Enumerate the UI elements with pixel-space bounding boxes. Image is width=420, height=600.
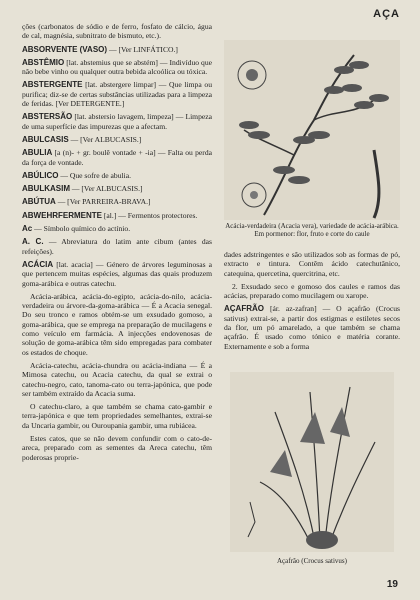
entry-acacia [22,260,212,288]
saffron-caption: Açafrão (Crocus sativus) [277,557,347,565]
definition: [lat. abstergere limpar] — Que limpa ou purifica; diz-se de certas substâncias utilizadas para a limpeza de feridas. [Ver DETERGENTE.] [22,80,212,109]
definition: — [Ver ALBUCASIS.] [71,184,143,194]
headword: ABSTÊMIO [22,57,65,67]
entry-abulia [22,148,212,167]
left-column [22,22,212,466]
definition: [al.] — Fermentos protectores. [103,210,198,220]
headword: ABÚLICO [22,170,59,180]
headword: A. C. [22,237,44,247]
definition: [lat. acacia] — Género de árvores leguminosas a que pertencem muitas espécies, algumas das quais produzem goma-arábica e outras catechu. [22,259,212,288]
headword: ABSORVENTE (VASO) [22,44,108,54]
saffron-illustration [230,372,394,552]
acacia-arabica-paragraph: Acácia-arábica, acácia-do-egipto, acácia-do-nilo, acácia-verdadeira ou árvore-da-goma-arábica — É a Acacia senegal. Do seu tronco e ramos obtém-se um exsudado gomoso, a goma-arábica, que se emprega na preparação de mucilagens e como veículo em farmácia. A injecções endovenosas de solução de goma-arábica têm sido empregadas para combater os estados de choque. [22,291,212,357]
headword: AÇAFRÃO [224,304,264,314]
headword: ABSTERGENTE [22,80,83,90]
definition: [ár. az-zafran] — O açafrão (Crocus sativus) extrai-se, a partir dos estigmas e estiletes secos da flor, um pó amarelado, a que também se chama açafrão. É usado como tónico e matéria corante. Externamente e sob a forma [224,304,400,351]
entry-abwehrfermente [22,211,212,220]
acacia-caption: Acácia-verdadeira (Acacia vera), variedade de acácia-arábica. Em pormenor: flor, fruto e corte do caule [225,222,399,239]
definition: — Símbolo químico do actínio. [34,224,131,234]
headword: ABSTERSÃO [22,112,73,122]
entry-abulico [22,171,212,180]
page-number: 19 [386,579,398,590]
entry-ac [22,224,212,233]
catos-paragraph: Estes catos, que se não devem confundir com o cato-de-areca, preparado com as sementes da Areca catechu, têm poderosas proprie- [22,433,212,462]
right-column [224,250,400,355]
definition: — [Ver LINFÁTICO.] [108,44,178,54]
definition: [lat. abstemius que se abstém] — Indivíduo que não bebe vinho ou qualquer outra bebida alcoólica ou tóxica. [22,57,212,77]
running-header: AÇA [373,8,400,20]
definition: — Abreviatura do latim ante cibum (antes das refeições). [22,237,212,256]
headword: ABULIA [22,148,53,158]
entry-abulcasis [22,135,212,144]
definition: [a (n)- + gr. boulê vontade + -ia] — Falta ou perda da força de vontade. [22,148,213,167]
entry-continuation: ções (carbonatos de sódio e de ferro, fosfato de cálcio, água de cal, magnésia, subnitrato de bismuto, etc.). [22,22,212,41]
entry-abstersao [22,112,212,131]
definition: [lat. abstersio lavagem, limpeza] — Limpeza de uma superfície das impurezas que a afectam. [22,112,213,131]
headword: ABÚTUA [22,197,56,207]
definition: — Que sofre de abulia. [60,170,131,180]
headword: ACÁCIA [22,259,54,269]
headword: ABULKASIM [22,184,70,194]
headword: ABULCASIS [22,134,69,144]
entry-abstergente [22,80,212,108]
acacia-illustration [224,40,400,220]
entry-abstemio [22,58,212,77]
entry-acafrao [224,304,400,350]
acacia-catechu-paragraph: Acácia-catechu, acácia-chundra ou acácia-indiana — É a Mimosa catechu, ou Acacia catechu, da qual se extrai o catechu-negro, cato, tanoma-cato ou terra-japónica, que pode ser também extraído da Acacia suma. [22,360,212,398]
definition: — [Ver PARREIRA-BRAVA.] [57,197,151,207]
entry-abutua [22,197,212,206]
entry-a-c [22,237,212,256]
headword: ABWEHRFERMENTE [22,210,102,220]
headword: Ac [22,224,33,234]
entry-continuation: dades adstringentes e são utilizados sob as formas de pó, extracto e tintura. Contêm ácido catechutânico, catequina, quercetina, quercitrina, etc. [224,250,400,278]
entry-abulkasim [22,184,212,193]
definition: — [Ver ALBUCASIS.] [70,134,142,144]
definition-2: 2. Exsudado seco e gomoso dos caules e ramos das acácias, preparado como mucilagem ou xarope. [224,281,400,301]
entry-absorvente [22,45,212,54]
catechu-claro-paragraph: O catechu-claro, a que também se chama cato-gambir e terra-japónica e que tem propriedades semelhantes, extrai-se da Uncaria gambir, ou Ouroupania gambir, uma rubiácea. [22,402,212,430]
